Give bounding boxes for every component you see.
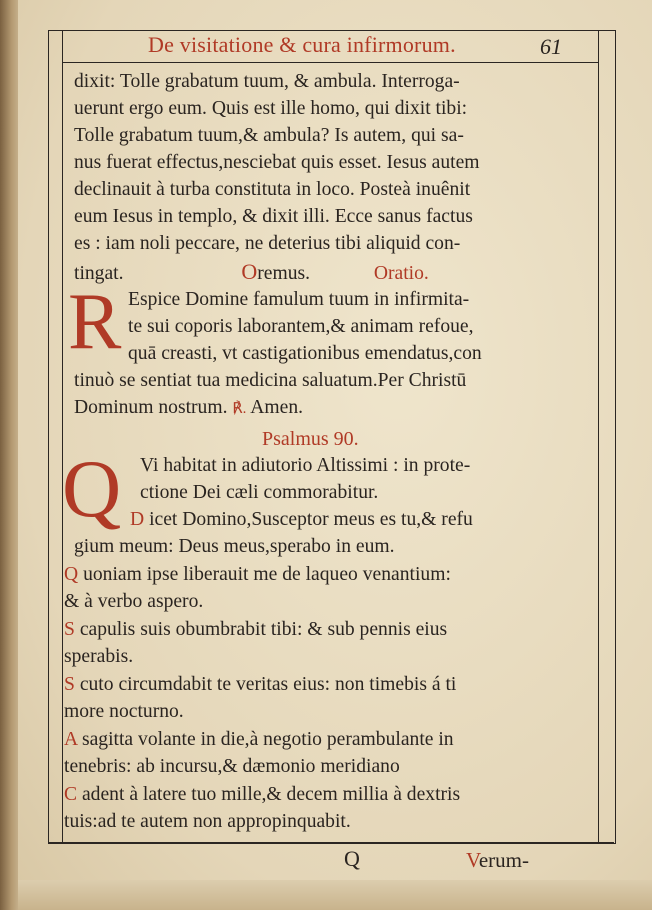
oratio-line-1: Espice Domine famulum tuum in infirmita- [128, 289, 470, 310]
page-frame-inner-right-rule [598, 30, 599, 842]
verse-2-text-1: uoniam ipse liberauit me de laqueo venantium: [83, 564, 451, 585]
psalm-first-line-2: ctione Dei cæli commorabitur. [140, 482, 379, 503]
oratio-line-4: tinuò se sentiat tua medicina saluatum.Per Christū [74, 370, 467, 391]
verse-1-line-1 [130, 510, 473, 530]
running-head-title: De visitatione & cura infirmorum. [148, 32, 456, 57]
oratio-line-5 [74, 398, 303, 418]
oremus-word: remus. [257, 263, 311, 284]
gospel-closing-word: tingat. [74, 263, 124, 284]
verse-6-line-1 [64, 785, 460, 805]
verse-1-line-2: gium meum: Deus meus,sperabo in eum. [74, 536, 395, 557]
gospel-line-4: nus fuerat effectus,nesciebat quis esset. Iesus autem [74, 152, 480, 173]
verse-6-initial: C [64, 784, 78, 805]
response-mark: ℟. [232, 401, 247, 417]
oratio-line-3: quā creasti, vt castigationibus emendatus,con [128, 343, 482, 364]
page-bottom-edge [18, 880, 652, 910]
catchword [466, 848, 529, 873]
verse-5-initial: A [64, 729, 78, 750]
gospel-line-8 [74, 261, 429, 284]
gospel-line-7: es : iam noli peccare, ne deterius tibi aliquid con- [74, 233, 461, 254]
gospel-line-1: dixit: Tolle grabatum tuum, & ambula. Interroga- [74, 71, 460, 92]
gospel-line-3: Tolle grabatum tuum,& ambula? Is autem, qui sa- [74, 125, 464, 146]
verse-3-initial: S [64, 619, 75, 640]
verse-6-text-1: adent à latere tuo mille,& decem millia à dextris [81, 784, 461, 805]
verse-5-text-1: sagitta volante in die,à negotio perambulante in [81, 729, 454, 750]
running-head-rule [62, 62, 598, 63]
foot-rule [48, 842, 614, 843]
amen-word: Amen. [250, 397, 304, 418]
verse-5-line-2: tenebris: ab incursu,& dæmonio meridiano [64, 756, 400, 777]
signature-mark: Q [344, 846, 360, 871]
catchword-rest: erum- [478, 848, 529, 872]
folio-number: 61 [540, 34, 562, 59]
oratio-heading: Oratio. [373, 263, 429, 284]
oratio-drop-initial: R [68, 278, 122, 366]
oremus-initial: O [241, 259, 258, 284]
verse-3-line-2: sperabis. [64, 646, 134, 667]
verse-3-text-1: capulis suis obumbrabit tibi: & sub pennis eius [79, 619, 448, 640]
psalm-first-line-1: Vi habitat in adiutorio Altissimi : in prote- [140, 455, 471, 476]
psalm-title: Psalmus 90. [262, 428, 359, 450]
verse-2-line-1 [64, 565, 451, 585]
verse-4-line-1 [64, 675, 456, 695]
verse-2-line-2: & à verbo aspero. [64, 591, 204, 612]
verse-4-line-2: more nocturno. [64, 701, 184, 722]
verse-6-line-2: tuis:ad te autem non appropinquabit. [64, 811, 351, 832]
verse-1-text-1: icet Domino,Susceptor meus es tu,& refu [149, 509, 473, 530]
verse-4-initial: S [64, 674, 75, 695]
gospel-line-2: uerunt ergo eum. Quis est ille homo, qui dixit tibi: [74, 98, 468, 119]
verse-3-line-1 [64, 620, 447, 640]
verse-1-initial: D [130, 509, 145, 530]
verse-4-text-1: cuto circumdabit te veritas eius: non timebis á ti [79, 674, 457, 695]
gospel-line-6: eum Iesus in templo, & dixit illi. Ecce sanus factus [74, 206, 473, 227]
verse-2-initial: Q [64, 564, 79, 585]
catchword-initial: V [466, 848, 479, 872]
oratio-closing: Dominum nostrum. [74, 397, 228, 418]
verse-5-line-1 [64, 730, 454, 750]
page-frame-inner-left-rule [62, 30, 63, 842]
oratio-line-2: te sui coporis laborantem,& animam refoue, [128, 316, 474, 337]
gospel-line-5: declinauit à turba constituta in loco. Posteà inuênit [74, 179, 471, 200]
psalm-drop-initial: Q [62, 443, 122, 534]
